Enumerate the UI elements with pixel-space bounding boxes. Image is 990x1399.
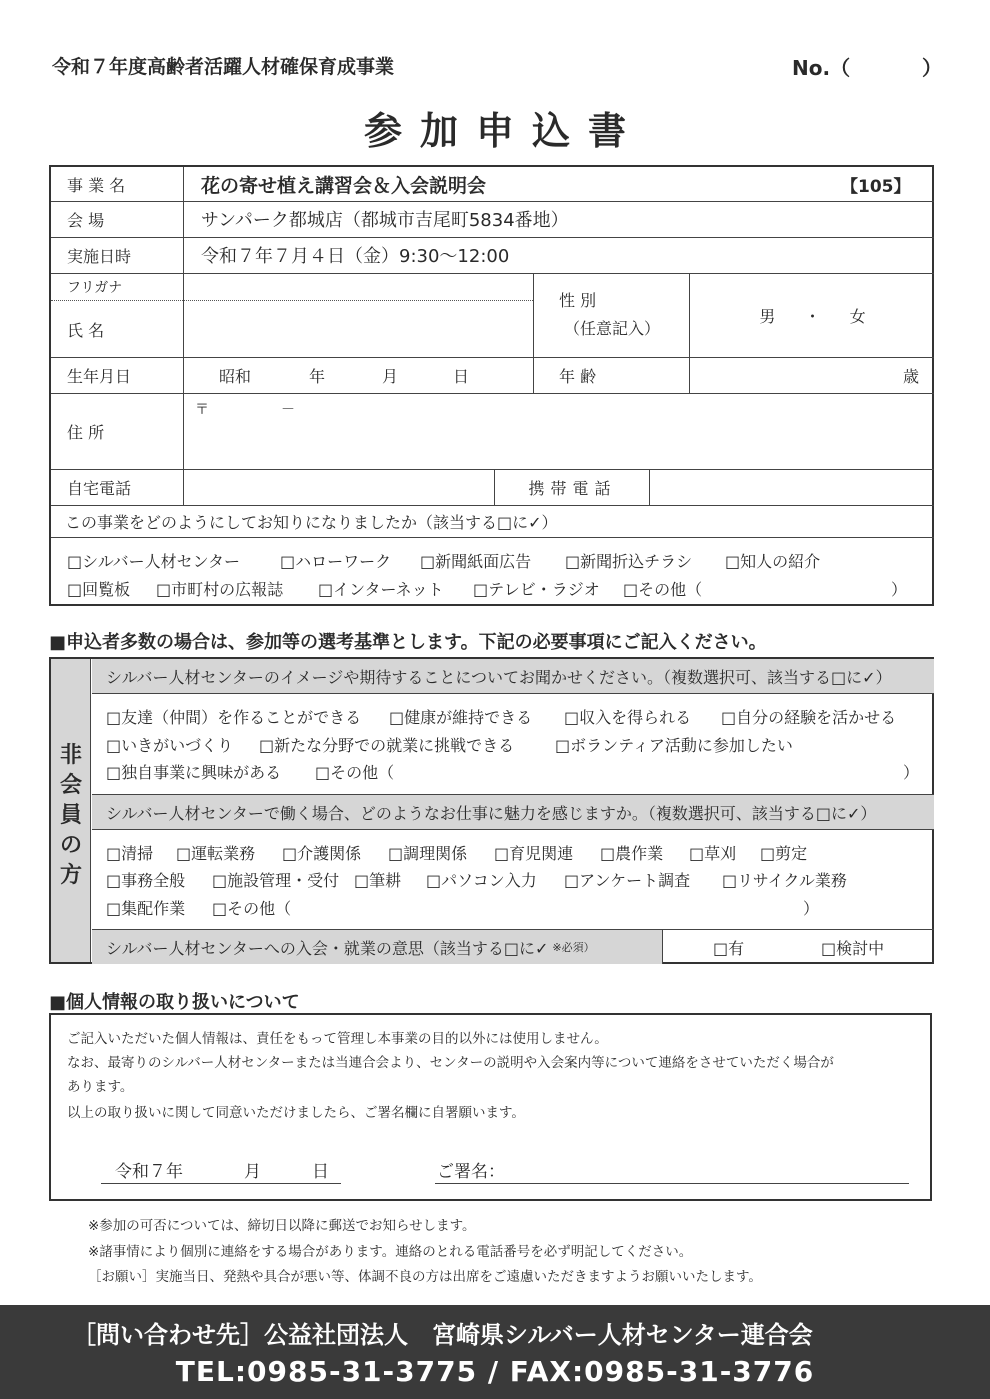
privacy-line-1: ご記入いただいた個人情報は、責任をもって管理し本事業の目的以外には使用しません。 (67, 1031, 608, 1047)
note-1: ※参加の可否については、締切日以降に郵送でお知らせします。 (88, 1218, 476, 1234)
sign-month: 月 (244, 1162, 261, 1182)
option-q1-other[interactable]: □その他（ (315, 763, 395, 782)
number-close: ） (922, 56, 942, 80)
note-3: ［お願い］実施当日、発熱や具合が悪い等、体調不良の方は出席をご遠慮いただきますようお願いいたします。 (88, 1269, 762, 1285)
question-intent (92, 930, 662, 964)
intent-considering[interactable]: □検討中 (821, 938, 885, 958)
option-other[interactable]: □その他（ (623, 580, 703, 599)
q1-row1 (106, 705, 896, 728)
privacy-line-4: 以上の取り扱いに関して同意いただけましたら、ご署名欄に自署願います。 (67, 1105, 525, 1121)
source-question: この事業をどのようにしてお知りになりましたか（該当する□に✓） (65, 512, 558, 532)
option-new-field[interactable]: □新たな分野での就業に挑戦できる (259, 736, 515, 755)
option-farming[interactable]: □農作業 (600, 844, 664, 863)
option-volunteer[interactable]: □ボランティア活動に参加したい (555, 736, 793, 755)
option-care[interactable]: □介護関係 (282, 844, 362, 863)
furigana-label: フリガナ (67, 280, 123, 296)
non-member-side (51, 659, 91, 962)
q2-row1 (106, 841, 807, 864)
side-char-3: 員 (59, 803, 82, 828)
side-char-5: 方 (59, 863, 82, 888)
option-circular[interactable]: □回覧板 (67, 580, 131, 599)
address-label: 住 所 (67, 423, 105, 442)
option-childcare[interactable]: □育児関連 (494, 844, 574, 863)
age-unit: 歳 (902, 366, 919, 386)
name-label: 氏 名 (67, 320, 105, 340)
option-municipal-pr[interactable]: □市町村の広報誌 (156, 580, 284, 599)
option-facility[interactable]: □施設管理・受付 (212, 871, 340, 890)
source-options-row2 (67, 577, 702, 600)
contact-phone-fax: TEL:0985-31-3775 / FAX:0985-31-3776 (175, 1355, 815, 1388)
question-intent-text: シルバー人材センターへの入会・就業の意思（該当する□に✓ (106, 938, 549, 958)
name-input[interactable] (185, 301, 533, 357)
sign-era: 令和７年 (115, 1162, 183, 1182)
privacy-box (49, 1013, 932, 1201)
question-work: シルバー人材センターで働く場合、どのようなお仕事に魅力を感じますか。（複数選択可、該当する□に✓） (92, 795, 934, 829)
required-mark: ※必須） (552, 941, 595, 954)
source-options-row1 (67, 549, 820, 572)
number-field[interactable] (792, 52, 942, 81)
option-income[interactable]: □収入を得られる (564, 708, 692, 727)
birth-era: 昭和 (219, 366, 252, 386)
option-newspaper-insert[interactable]: □新聞折込チラシ (565, 552, 693, 571)
postal-mark: 〒 (195, 402, 209, 418)
option-hello-work[interactable]: □ハローワーク (280, 552, 392, 571)
date-label: 実施日時 (67, 246, 132, 266)
home-phone-input[interactable] (185, 470, 494, 505)
q1-other-close: ） (903, 763, 920, 782)
option-cleaning[interactable]: □清掃 (106, 844, 154, 863)
option-survey[interactable]: □アンケート調査 (564, 871, 691, 890)
option-acquaintance[interactable]: □知人の紹介 (725, 552, 821, 571)
option-pc-input[interactable]: □パソコン入力 (426, 871, 537, 890)
q2-other-close: ） (803, 899, 820, 918)
option-purpose-in-life[interactable]: □いきがいづくり (106, 736, 234, 755)
mobile-phone-input[interactable] (651, 470, 934, 505)
option-silver-center[interactable]: □シルバー人材センター (67, 552, 240, 571)
privacy-line-2: なお、最寄りのシルバー人材センターまたは当連合会より、センターの説明や入会案内等について連絡をさせていただく場合が (67, 1055, 834, 1071)
option-cooking[interactable]: □調理関係 (388, 844, 468, 863)
privacy-heading: ■個人情報の取り扱いについて (49, 992, 300, 1013)
sign-day: 日 (312, 1162, 329, 1182)
birth-day-unit: 日 (453, 366, 470, 386)
selection-form (49, 657, 934, 964)
option-pruning[interactable]: □剪定 (760, 844, 808, 863)
gender-options[interactable]: 男 ・ 女 (759, 307, 866, 326)
furigana-input[interactable] (185, 274, 533, 300)
option-office[interactable]: □事務全般 (106, 871, 186, 890)
option-tv-radio[interactable]: □テレビ・ラジオ (473, 580, 600, 599)
sign-label: ご署名： (437, 1162, 505, 1182)
privacy-line-3: あります。 (67, 1079, 134, 1095)
source-other-close: ） (891, 580, 908, 599)
q2-row3 (106, 896, 291, 919)
address-input[interactable] (185, 422, 934, 468)
side-char-4: の (59, 833, 82, 858)
birth-month-unit: 月 (382, 366, 399, 386)
venue: サンパーク都城店（都城市吉尾町5834番地） (201, 210, 569, 231)
event-code: 【105】 (841, 176, 911, 197)
intent-yes[interactable]: □有 (713, 938, 745, 958)
question-image: シルバー人材センターのイメージや期待することについてお聞かせください。（複数選択可、該当する□に✓） (92, 659, 934, 693)
home-phone-label: 自宅電話 (67, 479, 132, 498)
postal-dash: － (281, 402, 295, 418)
signature-field[interactable] (511, 1155, 907, 1183)
gender-optional-label: （任意記入） (563, 318, 660, 338)
program-title: 令和７年度高齢者活躍人材確保育成事業 (52, 56, 395, 78)
q1-row2 (106, 733, 793, 756)
option-weeding[interactable]: □草刈 (689, 844, 737, 863)
option-calligraphy[interactable]: □筆耕 (354, 871, 402, 890)
side-char-2: 会 (59, 773, 82, 798)
contact-footer (0, 1305, 990, 1399)
option-driving[interactable]: □運転業務 (176, 844, 256, 863)
option-q2-other[interactable]: □その他（ (212, 899, 292, 918)
option-internet[interactable]: □インターネット (318, 580, 444, 599)
q2-row2 (106, 868, 847, 891)
selection-heading: ■申込者多数の場合は、参加等の選考基準とします。下記の必要事項にご記入ください。 (49, 632, 767, 653)
option-health[interactable]: □健康が維持できる (389, 708, 533, 727)
age-label: 年 齢 (559, 366, 597, 386)
event-name: 花の寄せ植え講習会＆入会説明会 (201, 174, 487, 197)
page-title: 参加申込書 (363, 109, 644, 153)
option-experience[interactable]: □自分の経験を活かせる (721, 708, 897, 727)
birth-year-unit: 年 (309, 366, 326, 386)
number-label: No.（ (792, 56, 851, 80)
event-name-label: 事 業 名 (67, 175, 126, 195)
note-2: ※諸事情により個別に連絡をする場合があります。連絡のとれる電話番号を必ず明記してください。 (88, 1244, 693, 1260)
application-form (49, 165, 934, 606)
q1-row3 (106, 760, 394, 783)
side-char-1: 非 (59, 743, 82, 768)
option-own-business[interactable]: □独自事業に興味がある (106, 763, 282, 782)
gender-label: 性 別 (559, 290, 597, 310)
event-date: 令和７年７月４日（金）9:30～12:00 (201, 246, 510, 267)
option-make-friends[interactable]: □友達（仲間）を作ることができる (106, 708, 362, 727)
option-delivery[interactable]: □集配作業 (106, 899, 186, 918)
venue-label: 会 場 (67, 210, 105, 230)
option-recycling[interactable]: □リサイクル業務 (722, 871, 847, 890)
contact-org: ［問い合わせ先］公益社団法人 宮崎県シルバー人材センター連合会 (72, 1321, 813, 1349)
mobile-phone-label: 携帯電話 (528, 479, 617, 498)
birth-label: 生年月日 (67, 366, 132, 386)
option-newspaper-ad[interactable]: □新聞紙面広告 (420, 552, 532, 571)
